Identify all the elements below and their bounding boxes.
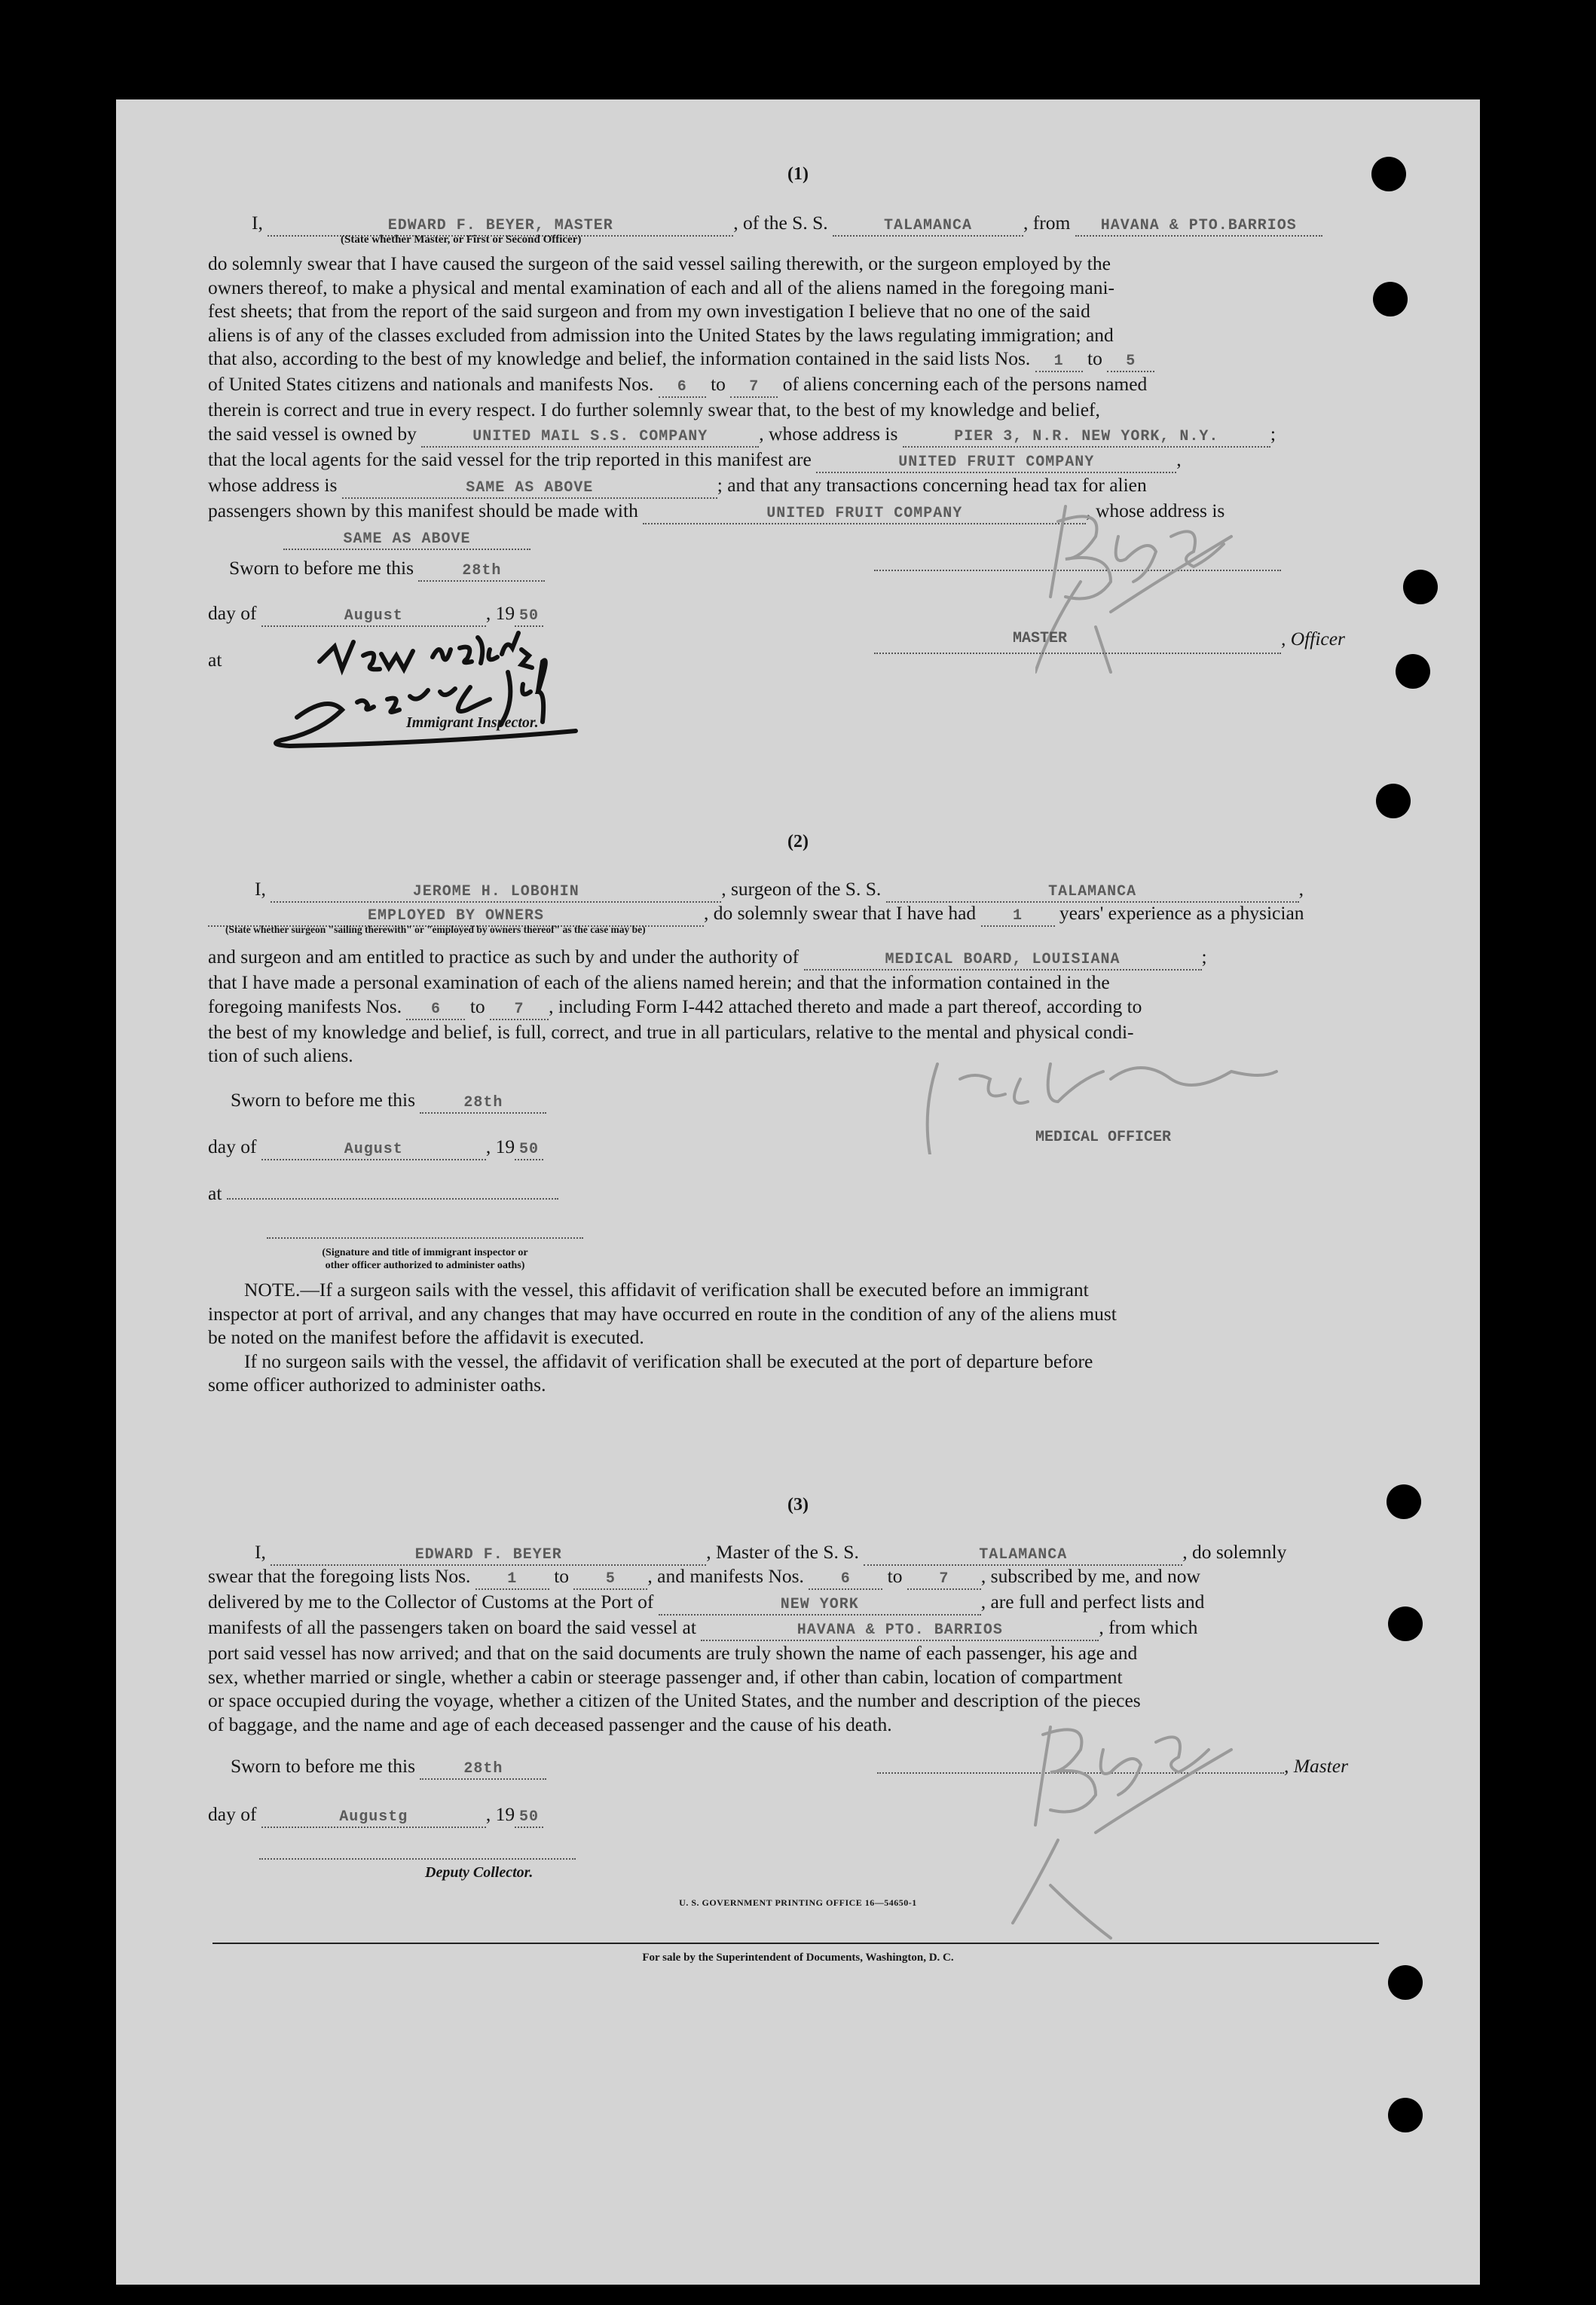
punch-hole — [1376, 784, 1411, 818]
board-place-field: HAVANA & PTO. BARRIOS — [701, 1622, 1099, 1641]
section-2-heading: (2) — [787, 832, 809, 851]
s3-list-from: 1 — [475, 1570, 549, 1590]
from-port-field: HAVANA & PTO.BARRIOS — [1075, 217, 1322, 237]
punch-hole — [1388, 2098, 1423, 2132]
s3-manifest-to: 7 — [907, 1570, 981, 1590]
s2-manifest-to: 7 — [490, 1001, 549, 1020]
punch-hole — [1403, 570, 1438, 604]
officer-title: MASTER — [1013, 630, 1068, 647]
list-from-field: 1 — [1035, 353, 1083, 372]
s2-year: 50 — [515, 1141, 543, 1160]
s2-sworn-line: Sworn to before me this 28th — [231, 1088, 546, 1114]
s3-year: 50 — [515, 1808, 543, 1828]
punch-hole — [1388, 1606, 1423, 1641]
s2-at-line: at — [208, 1182, 558, 1206]
s3-master-line: I, EDWARD F. BEYER , Master of the S. S. TALAMANCA , do solemnly — [255, 1540, 1286, 1566]
punch-hole — [1373, 282, 1408, 316]
sale-notice: For sale by the Superintendent of Documents, Washington, D. C. — [642, 1952, 954, 1964]
s2-date-line: day of August , 19 50 — [208, 1135, 543, 1160]
headtax-address-field: SAME AS ABOVE — [283, 530, 530, 550]
manifest-to-field: 7 — [730, 378, 778, 398]
deputy-label: Deputy Collector. — [425, 1864, 534, 1881]
s2-sworn-day: 28th — [420, 1094, 546, 1114]
s1-year: 50 — [515, 607, 543, 627]
section-3-heading: (3) — [787, 1495, 809, 1515]
list-to-field: 5 — [1107, 353, 1154, 372]
s2-signature-line — [267, 1237, 583, 1239]
officer-note: (State whether Master, or First or Second Officer) — [341, 234, 582, 246]
s3-month: Augustg — [261, 1808, 486, 1828]
surgeon-name-field: JEROME H. LOBOHIN — [271, 883, 721, 903]
punch-hole — [1396, 654, 1430, 689]
officer-name-field: EDWARD F. BEYER, MASTER — [268, 217, 733, 237]
master-name-field: EDWARD F. BEYER — [271, 1546, 706, 1566]
agent-address-field: SAME AS ABOVE — [342, 479, 717, 499]
section-1-heading: (1) — [787, 164, 809, 184]
form-sheet — [116, 99, 1480, 2285]
years-field: 1 — [981, 907, 1055, 927]
punch-hole — [1371, 157, 1406, 191]
deputy-signature-line — [259, 1858, 576, 1860]
s1-officer-line: I, EDWARD F. BEYER, MASTER , of the S. S. TALAMANCA , from HAVANA & PTO.BARRIOS — [252, 211, 1322, 237]
s2-paragraph: and surgeon and am entitled to practice as such by and under the authority of MEDICAL BOARD, LOUISIANA ; that I have made a personal examination of each of the aliens named herein; and that the information contained in the foregoing manifests Nos. 6 to 7 , including Form I-442 attached thereto and made a part thereof, according to the best of my knowledge and belief, is full, correct, and true in all particulars, relative to the mental and physical condi- tion of such aliens. — [208, 946, 1207, 1066]
s1-paragraph: do solemnly swear that I have caused the surgeon of the said vessel sailing therewith, or the surgeon employed by the owners thereof, to make a physical and mental examination of each and all of the aliens named in the foregoing mani- fest sheets; that from the report of the said surgeon and from my own investigation I believe that no one of the said aliens is of any of the classes excluded from admission into the United States by the laws regulating immigration; and that also, according to the best of my knowledge and belief, the information contained in the said lists Nos. 1 to 5 of United States citizens and nationals and manifests Nos. 6 to 7 of aliens concerning each of the persons named therein is correct and true in every respect. I do further solemnly swear that, to the best of my knowledge and belief, the said vessel is owned by UNITED MAIL S.S. COMPANY , whose address is PIER 3, N.R. NEW YORK, N.Y. ; that the local agents for the said vessel for the trip reported in this manifest are UNITED FRUIT COMPANY , whose address is SAME AS ABOVE ; and that any transactions concerning head tax for alien passengers shown by this manifest should be made with UNITED FRUIT COMPANY , whose address is SAME AS ABOVE — [208, 252, 1276, 550]
s2-employ-line: EMPLOYED BY OWNERS , do solemnly swear that I have had 1 years' experience as a physician — [208, 901, 1304, 927]
employ-field: EMPLOYED BY OWNERS — [208, 907, 704, 927]
s2-manifest-from: 6 — [406, 1001, 465, 1020]
s2-month: August — [261, 1141, 486, 1160]
s2-surgeon-line: I, JEROME H. LOBOHIN , surgeon of the S. S. TALAMANCA , — [255, 877, 1304, 903]
s1-sworn-line: Sworn to before me this 28th — [229, 556, 545, 582]
master-label: , Master — [1284, 1755, 1348, 1777]
master-signature — [1035, 491, 1276, 732]
manifest-from-field: 6 — [659, 378, 706, 398]
master-signature-2 — [1005, 1689, 1276, 1976]
note-paragraph: NOTE.—If a surgeon sails with the vessel, this affidavit of verification shall be executed before an immigrant inspector at port of arrival, and any changes that may have occurred en route in the condition of any of the aliens must be noted on the manifest before the affidavit is executed. If no surgeon sails with the vessel, the affidavit of verification shall be executed at the port of departure before some officer authorized to administer oaths. — [208, 1279, 1117, 1396]
headtax-party-field: UNITED FRUIT COMPANY — [643, 505, 1086, 524]
s3-date-line: day of Augustg , 19 50 — [208, 1802, 543, 1828]
owner-address-field: PIER 3, N.R. NEW YORK, N.Y. — [903, 428, 1270, 448]
medical-officer-title: MEDICAL OFFICER — [1035, 1129, 1172, 1146]
s3-vessel-field: TALAMANCA — [864, 1546, 1182, 1566]
vessel-name-field: TALAMANCA — [833, 217, 1023, 237]
s1-sworn-day: 28th — [418, 562, 545, 582]
officer-label: , Officer — [1281, 628, 1345, 650]
s3-list-to: 5 — [573, 1570, 647, 1590]
signature-note: (Signature and title of immigrant inspector or other officer authorized to administer oaths) — [322, 1247, 528, 1271]
s2-vessel-field: TALAMANCA — [886, 883, 1299, 903]
employ-note: (State whether surgeon "sailing therewith" or "employed by owners thereof" as the case may be) — [225, 924, 646, 935]
authority-field: MEDICAL BOARD, LOUISIANA — [804, 951, 1202, 971]
gpo-imprint: U. S. GOVERNMENT PRINTING OFFICE 16—54650-1 — [679, 1897, 917, 1908]
punch-hole — [1388, 1965, 1423, 2000]
punch-hole — [1387, 1484, 1421, 1519]
s1-date-line: day of August , 19 50 — [208, 601, 543, 627]
s1-month: August — [261, 607, 486, 627]
s3-paragraph: swear that the foregoing lists Nos. 1 to 5 , and manifests Nos. 6 to 7 , subscribed by me, and now delivered by me to the Collector of Customs at the Port of NEW YORK , are full and perfect lists and manifests of all the passengers taken on board the said vessel at HAVANA & PTO. BARRIOS , from which port said vessel has now arrived; and that on the said documents are truly shown the name of each passenger, his age and sex, whether married or single, whether a cabin or steerage passenger and, if other than cabin, location of compartment or space occupied during the voyage, whether a citizen of the United States, and the number and description of the pieces of baggage, and the name and age of each deceased passenger and the cause of his death. — [208, 1565, 1205, 1735]
s1-at-label: at — [208, 649, 222, 671]
agents-field: UNITED FRUIT COMPANY — [816, 454, 1176, 473]
inspector-handwriting — [222, 619, 764, 845]
owner-field: UNITED MAIL S.S. COMPANY — [421, 428, 759, 448]
s3-manifest-from: 6 — [809, 1570, 882, 1590]
s1-officer-title-line — [874, 653, 1281, 654]
inspector-label: Immigrant Inspector. — [406, 714, 539, 731]
s3-sworn-day: 28th — [420, 1760, 546, 1780]
s3-sworn-line: Sworn to before me this 28th — [231, 1754, 546, 1780]
footer-rule — [212, 1943, 1379, 1944]
port-field: NEW YORK — [659, 1596, 981, 1616]
